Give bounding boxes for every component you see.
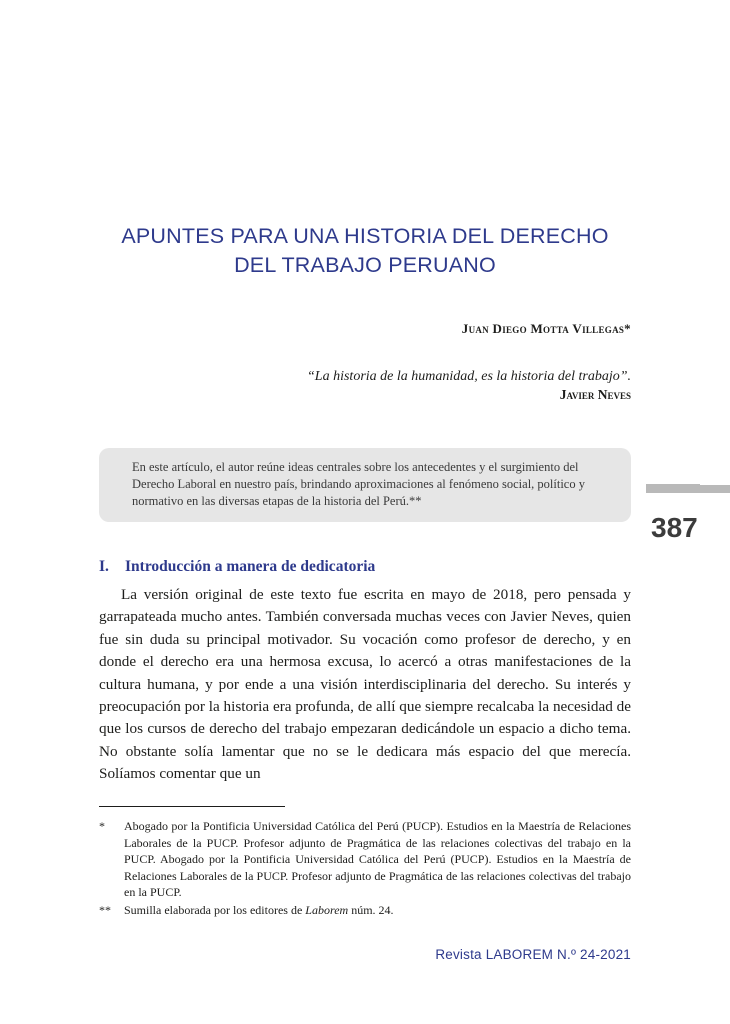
journal-footer: Revista LABOREM N.º 24-2021 [435, 947, 631, 962]
title-line: DEL TRABAJO PERUANO [234, 253, 496, 277]
author-name: Juan Diego Motta Villegas* [461, 321, 631, 336]
footnote-text-before: Sumilla elaborada por los editores de [124, 902, 306, 917]
section-number: I. [99, 558, 109, 575]
journal-name-italic: Laborem [305, 902, 349, 917]
epigraph-quote: “La historia de la humanidad, es la historia del trabajo”. [307, 369, 631, 384]
footnote-text-after: núm. 24. [348, 902, 394, 917]
footnote-mark: * [99, 819, 105, 833]
footnotes [99, 818, 631, 919]
footnote [99, 818, 631, 901]
footnote-text: Abogado por la Pontificia Universidad Católica del Perú (PUCP). Estudios en la Maestría de Relaciones Laborales de la PUCP. Profesor adjunto de Pragmática de las relaciones colectivas del trabajo en la PUCP. Abogado por la Pontificia Universidad Católica del Perú (PUCP). Estudios en la Maestría de Relaciones Laborales de la PUCP. Profesor adjunto de Pragmática de las relaciones colectivas del trabajo en la PUCP. [124, 819, 631, 899]
epigraph [307, 368, 631, 404]
footnote [99, 902, 631, 919]
page-number: 387 [651, 512, 698, 543]
title-line: APUNTES PARA UNA HISTORIA DEL DERECHO [121, 224, 609, 248]
page-marker-bar [646, 484, 730, 493]
abstract-text: En este artículo, el autor reúne ideas centrales sobre los antecedentes y el surgimiento del Derecho Laboral en nuestro país, brindando aproximaciones al fenómeno social, político y normativo en las diversas etapas de la historia del Perú.** [132, 460, 585, 508]
footnote-divider [99, 806, 285, 807]
section-title: Introducción a manera de dedicatoria [125, 558, 376, 575]
epigraph-attribution: Javier Neves [559, 387, 631, 402]
abstract-box [99, 448, 631, 522]
body-paragraph: La versión original de este texto fue escrita en mayo de 2018, pero pensada y garrapateada mucho antes. También conversada muchas veces con Javier Neves, quien fue sin duda su principal motivador. Su vocación como profesor de derecho, y en donde el derecho era una hermosa excusa, lo acercó a otras manifestaciones de la cultura humana, y por ende a una visión interdisciplinaria del derecho. Su interés y preocupación por la historia era profunda, de allí que siempre recalcaba la necesidad de que los cursos de derecho del trabajo empezaran dedicándole un espacio a dicho tema. No obstante solía lamentar que no se le dedicara más espacio del que merecía. Solíamos comentar que un [99, 586, 631, 783]
section-heading [99, 558, 375, 576]
article-title [60, 222, 670, 280]
footnote-mark: ** [99, 902, 111, 917]
footnote-text [124, 902, 631, 919]
